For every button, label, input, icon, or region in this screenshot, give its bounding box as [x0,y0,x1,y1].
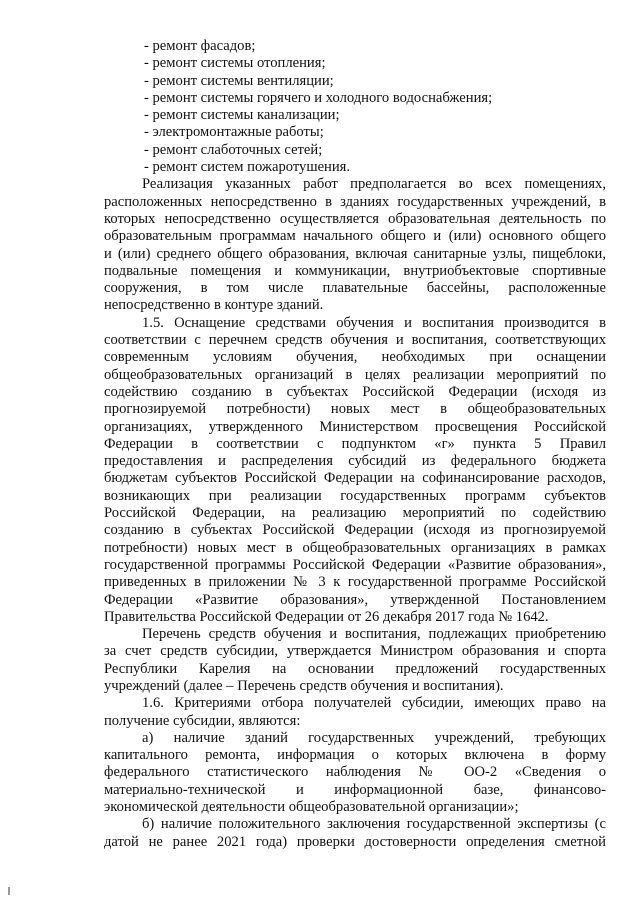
paragraph-1-5 [104,315,606,626]
text-line: федерального статистического наблюдения № ОО-2 «Сведения о [104,764,606,781]
text-line: организациях, утвержденного Министерством просвещения Российской [104,418,606,435]
text-line: созданию в субъектах Российской Федерации (исходя из прогнозируемой [104,522,606,539]
paragraph-1-6 [104,695,606,730]
text-line: сооружения, в том числе плавательные бассейны, расположенные [104,280,606,297]
paragraph-works-scope [104,176,606,314]
text-line: непосредственно в контуре зданий. [104,297,324,314]
list-item: - ремонт фасадов; [144,38,256,54]
text-line: общеобразовательных организаций в целях реализации мероприятий по [104,366,606,383]
text-line: учреждений (далее – Перечень средств обучения и воспитания). [104,677,504,694]
text-line: прогнозируемой потребности) новых мест в общеобразовательных [104,401,606,418]
text-line: и (или) среднего общего образования, включая санитарные узлы, пищеблоки, [104,245,606,262]
criterion-a [104,730,606,816]
text-line: материально-технической и информационной базе, финансово- [104,781,606,798]
text-line: за счет средств субсидии, утверждается Министром образования и спорта [104,643,606,660]
text-line: расположенных непосредственно в зданиях государственных учреждений, в [104,193,606,210]
text-line: приведенных в приложении № 3 к государственной программе Российской [104,574,606,591]
list-item: - ремонт слаботочных сетей; [144,141,323,158]
text-line: Российской Федерации, на реализацию мероприятий по содействию [104,505,606,522]
text-line: бюджетам субъектов Российской Федерации на софинансирование расходов, [104,470,606,487]
list-item: - ремонт системы отопления; [144,55,326,72]
text-line: получение субсидии, являются: [104,712,301,729]
text-line: датой не ранее 2021 года) проверки достоверности определения сметной [104,833,606,850]
document-page [104,38,606,851]
text-line: предоставления и распределения субсидий из федерального бюджета [104,453,606,470]
text-line: Республики Карелия на основании предложений государственных [104,660,606,677]
text-line: Федерации в соответствии с подпунктом «г» пункта 5 Правил [104,435,606,452]
text-line: государственной программы Российской Федерации «Развитие образования», [104,556,606,573]
text-line: соответствии с перечнем средств обучения и воспитания, соответствующих [104,332,606,349]
list-item: - ремонт системы вентиляции; [144,72,334,89]
text-line: капитального ремонта, информация о которых включена в форму [104,747,606,764]
text-line: содействию созданию в субъектах Российской Федерации (исходя из [104,383,606,400]
list-item: - ремонт системы канализации; [144,107,340,124]
list-item: - ремонт систем пожаротушения. [144,159,351,176]
text-line: Перечень средств обучения и воспитания, подлежащих приобретению [142,626,606,643]
text-line: современным условиям обучения, необходимых при оснащении [104,349,606,366]
list-item: - ремонт системы горячего и холодного водоснабжения; [144,89,493,106]
scan-margin-mark [8,887,10,895]
text-line: возникающих при реализации государственных программ субъектов [104,487,606,504]
text-line: экономической деятельности общеобразовательной организации»; [104,799,519,816]
list-item: - электромонтажные работы; [144,124,324,141]
text-line: образовательным программам начального общего и (или) основного общего [104,228,606,245]
text-line: а) наличие зданий государственных учреждений, требующих [142,729,606,746]
paragraph-equipment-list [104,626,606,695]
text-line: которых непосредственно осуществляется образовательная деятельность по [104,210,606,227]
text-line: подвальные помещения и коммуникации, внутриобъектовые спортивные [104,262,606,279]
text-line: Реализация указанных работ предполагается во всех помещениях, [142,176,606,193]
text-line: Федерации «Развитие образования», утвержденной Постановлением [104,591,606,608]
text-line: 1.5. Оснащение средствами обучения и воспитания производится в [142,314,606,331]
text-line: потребности) новых мест в общеобразовательных организациях в рамках [104,539,606,556]
text-line: 1.6. Критериями отбора получателей субсидии, имеющих право на [142,695,606,712]
text-line: Правительства Российской Федерации от 26 декабря 2017 года № 1642. [104,608,549,625]
criterion-b [104,816,606,851]
text-line: б) наличие положительного заключения государственной экспертизы (с [142,816,606,833]
repair-works-list [104,38,606,176]
